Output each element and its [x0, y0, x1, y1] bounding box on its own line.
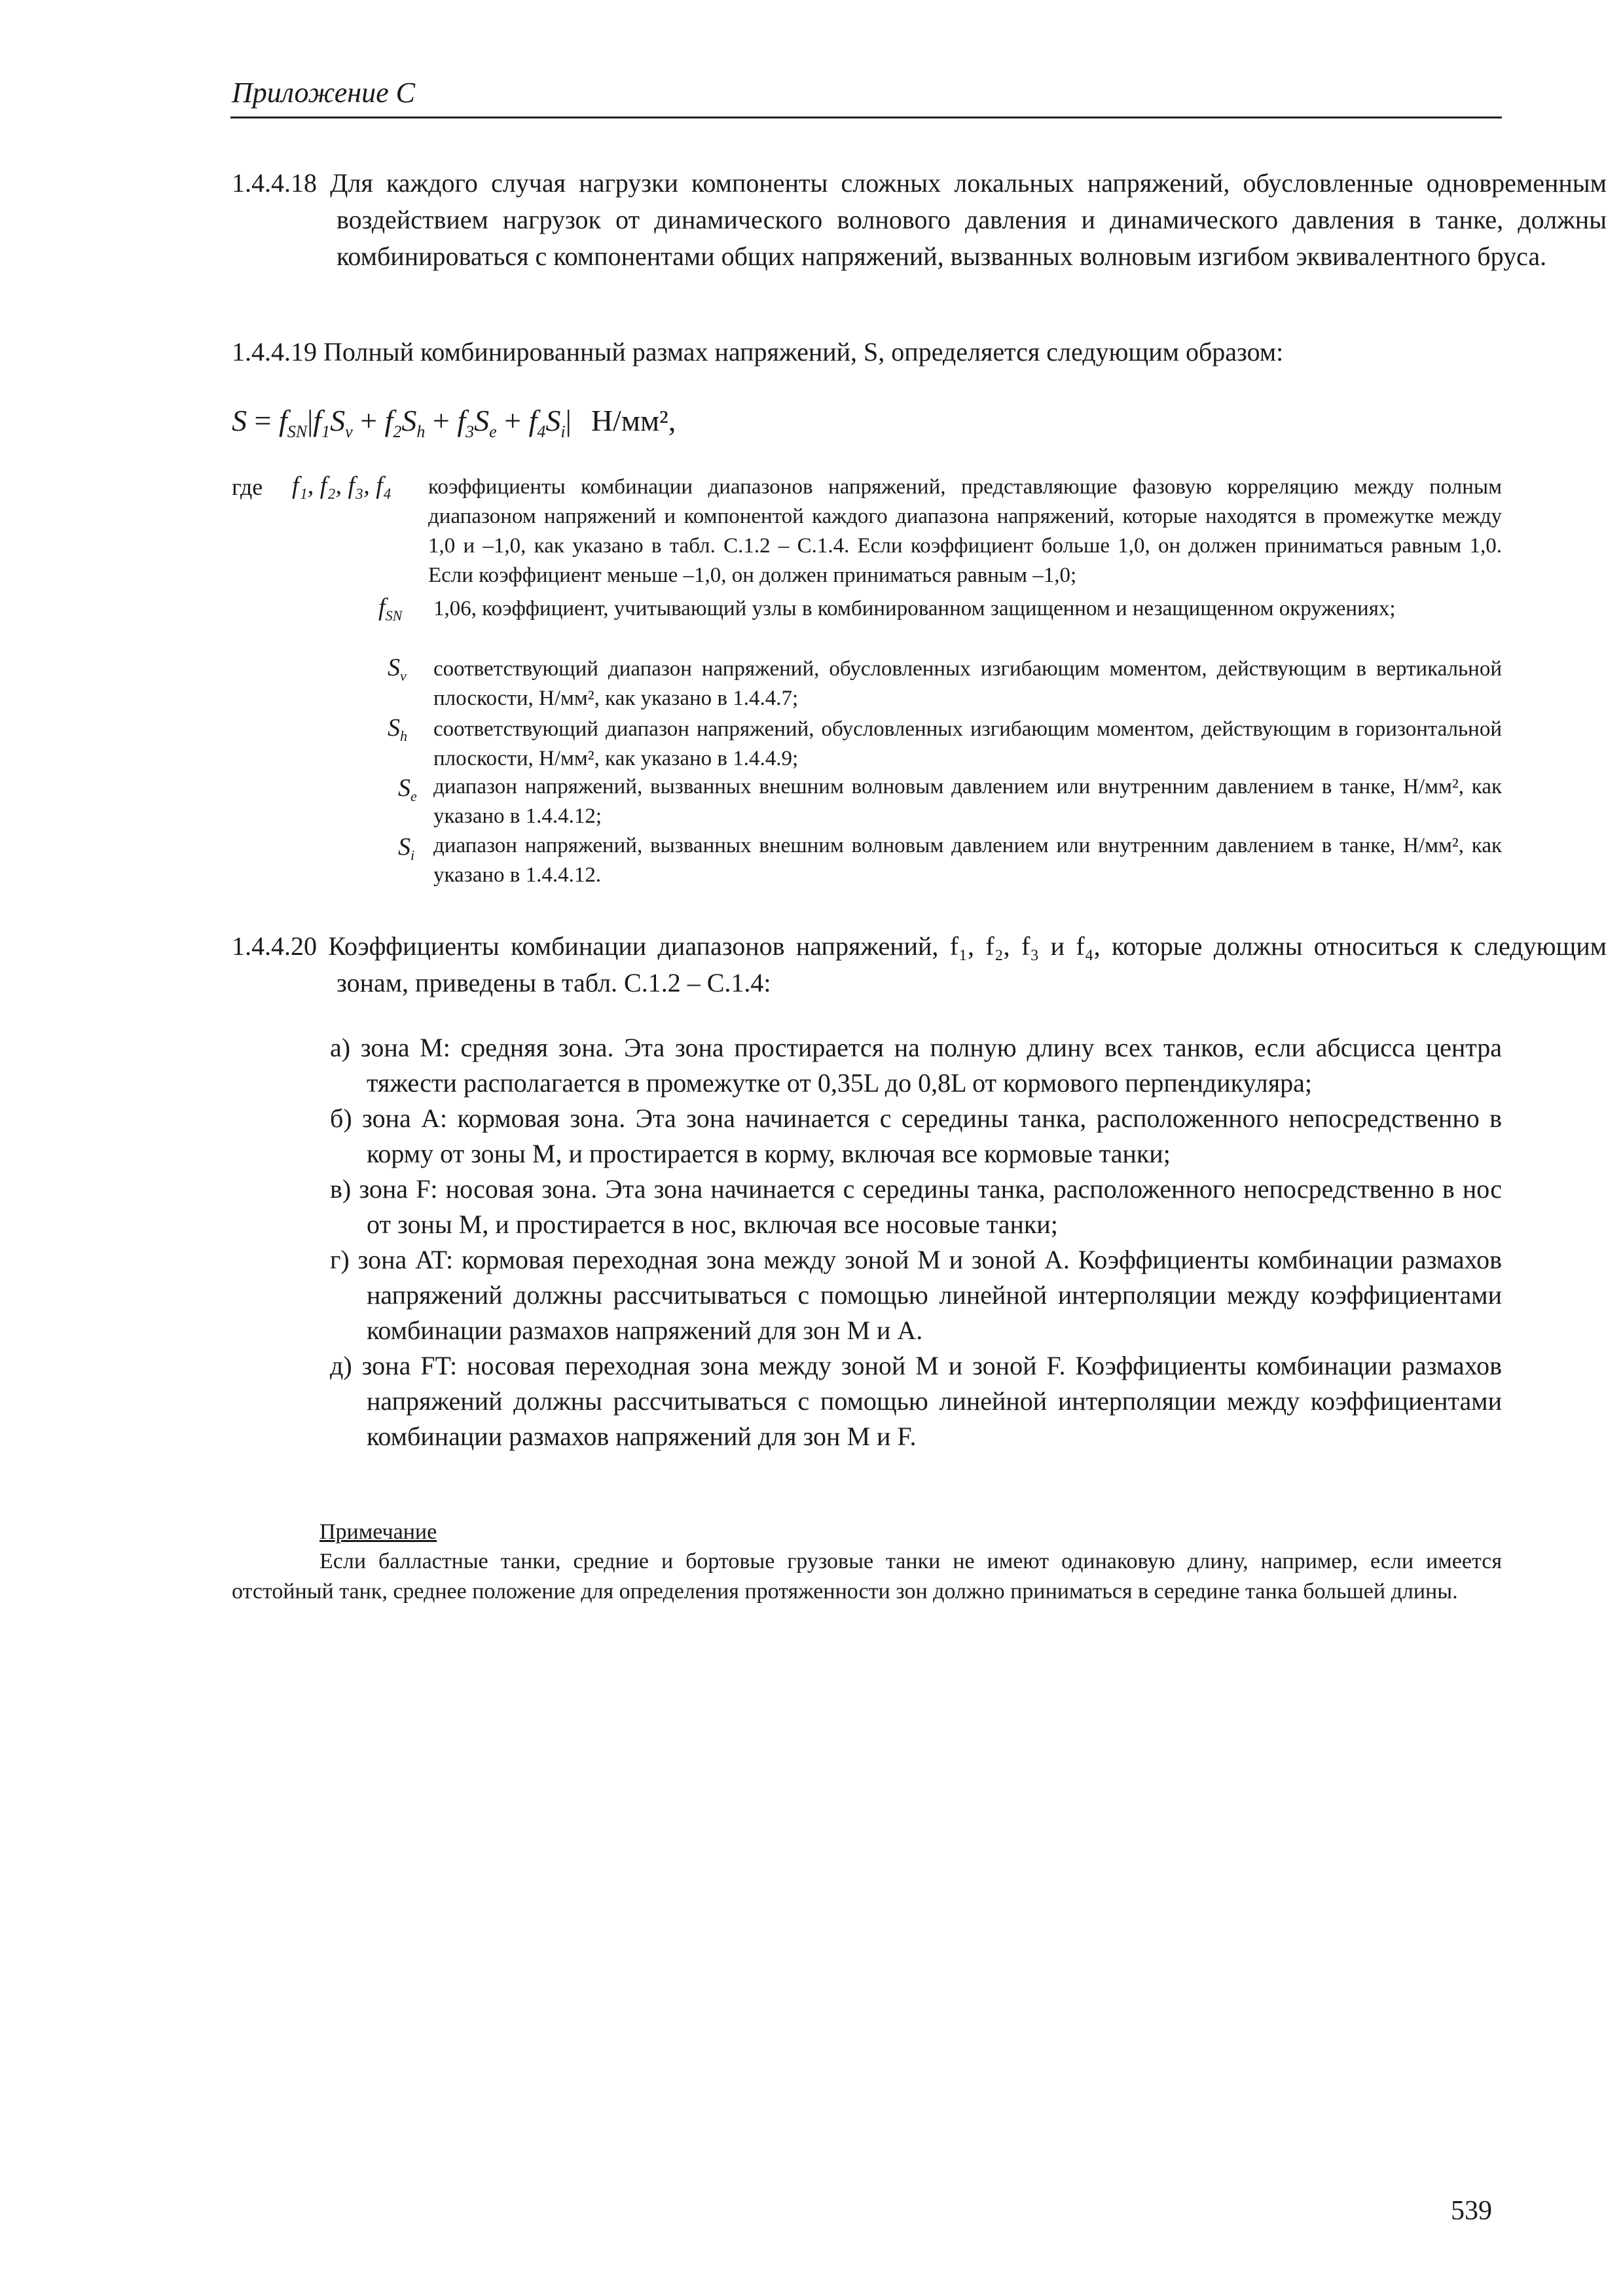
formula-s4-sub: i: [560, 422, 566, 441]
def-symbol-sv-base: S: [388, 654, 400, 681]
zone-list: [330, 1030, 1502, 1454]
formula-plus-1: +: [352, 404, 385, 437]
zone-item-a: б) зона А: кормовая зона. Эта зона начинается с середины танка, расположенного непосредственно в корму от зоны М, и простирается в корму, включая все кормовые танки;: [330, 1103, 1502, 1168]
running-header: Приложение С: [232, 77, 415, 109]
formula-f2: f: [384, 404, 393, 437]
def-symbol-sh: [388, 712, 407, 752]
formula-f2-sub: 2: [393, 422, 402, 441]
def-text-sv: соответствующий диапазон напряжений, обусловленных изгибающим моментом, действующим в вертикальной плоскости, Н/мм², как указано в 1.4.4.7;: [433, 657, 1502, 710]
formula-f4-sub: 4: [537, 422, 546, 441]
def-symbol-si: [398, 831, 414, 871]
def-text-fsn: 1,06, коэффициент, учитывающий узлы в комбинированном защищенном и незащищенном окружениях;: [433, 597, 1396, 620]
formula-plus-2: +: [425, 404, 458, 437]
where-label: где: [232, 474, 263, 500]
formula-bar-open: |: [307, 404, 314, 437]
formula-s3-sub: e: [489, 422, 497, 441]
formula-s: S: [232, 404, 247, 437]
formula-f4: f: [528, 404, 538, 437]
formula-s1: S: [330, 404, 346, 437]
def-text-se: диапазон напряжений, вызванных внешним волновым давлением или внутренним давлением в танке, Н/мм², как указано в 1.4.4.12;: [433, 775, 1502, 828]
def-text-sh: соответствующий диапазон напряжений, обусловленных изгибающим моментом, действующим в горизонтальной плоскости, Н/мм², как указано в 1.4.4.9;: [433, 717, 1502, 770]
def-text-si: диапазон напряжений, вызванных внешним волновым давлением или внутренним давлением в танке, Н/мм², как указано в 1.4.4.12.: [433, 834, 1502, 887]
def-symbol-si-sub: i: [410, 847, 415, 863]
zone-item-m: а) зона М: средняя зона. Эта зона простирается на полную длину всех танков, если абсцисса центра тяжести располагается в промежутке от 0,35L до 0,8L от кормового перпендикуляра;: [330, 1033, 1502, 1098]
paragraph-1-4-4-18: 1.4.4.18 Для каждого случая нагрузки компоненты сложных локальных напряжений, обусловленные одновременным воздействием нагрузок от динамического волнового давления и динамического давления в танке, должны комбинироваться с компонентами общих напряжений, вызванных волновым изгибом эквивалентного бруса.: [232, 168, 1607, 271]
def-symbol-si-base: S: [398, 833, 410, 861]
header-rule: [230, 117, 1502, 118]
def-symbol-se-base: S: [398, 774, 410, 802]
def-symbol-sh-base: S: [388, 714, 400, 742]
page-number: 539: [1451, 2196, 1492, 2226]
formula-s3: S: [474, 404, 490, 437]
formula-s2: S: [401, 404, 417, 437]
def-symbol-f1-f4: f₁, f₂, f₃, f₄: [292, 472, 392, 499]
formula-s1-sub: v: [345, 422, 353, 441]
paragraph-1-4-4-20: 1.4.4.20 Коэффициенты комбинации диапазонов напряжений, f₁, f₂, f₃ и f₄, которые должны относиться к следующим зонам, приведены в табл. С.1.2 – С.1.4:: [232, 931, 1607, 997]
formula-equals: =: [247, 404, 279, 437]
formula-f1-sub: 1: [321, 422, 331, 441]
formula-s4: S: [545, 404, 561, 437]
zone-item-f: в) зона F: носовая зона. Эта зона начинается с середины танка, расположенного непосредственно в нос от зоны М, и простирается в нос, включая все носовые танки;: [330, 1174, 1502, 1239]
def-symbol-sv-sub: v: [400, 668, 407, 684]
def-symbol-fsn: [378, 592, 402, 632]
def-symbol-fsn-base: f: [378, 594, 386, 621]
formula-bar-close: |: [565, 404, 572, 437]
def-symbol-se: [398, 772, 417, 812]
formula-unit: Н/мм²,: [591, 404, 676, 437]
note-text: Если балластные танки, средние и бортовые грузовые танки не имеют одинаковую длину, например, если имеется отстойный танк, среднее положение для определения протяженности зон должно приниматься в середине танка большей длины.: [232, 1549, 1502, 1604]
formula-fsn: f: [278, 404, 287, 437]
formula-plus-3: +: [496, 404, 529, 437]
def-symbol-sv: [388, 652, 407, 692]
zone-item-at: г) зона AT: кормовая переходная зона между зоной М и зоной А. Коэффициенты комбинации размахов напряжений должны рассчитываться с помощью линейной интерполяции между коэффициентами комбинации размахов напряжений для зон М и А.: [330, 1245, 1502, 1345]
paragraph-1-4-4-19: 1.4.4.19 Полный комбинированный размах напряжений, S, определяется следующим образом:: [232, 337, 1284, 367]
def-symbol-fsn-sub: SN: [385, 607, 403, 624]
def-symbol-sh-sub: h: [400, 728, 407, 744]
def-symbol-se-sub: e: [410, 788, 417, 804]
formula-s2-sub: h: [416, 422, 426, 441]
combined-stress-formula: [232, 401, 676, 452]
formula-f3: f: [457, 404, 466, 437]
formula-f1: f: [313, 404, 322, 437]
formula-f3-sub: 3: [465, 422, 475, 441]
def-text-f1-f4: коэффициенты комбинации диапазонов напряжений, представляющие фазовую корреляцию между полным диапазоном напряжений и компонентой каждого диапазона напряжений, которые находятся в промежутке между 1,0 и –1,0, как указано в табл. С.1.2 – С.1.4. Если коэффициент больше 1,0, он должен приниматься равным 1,0. Если коэффициент меньше –1,0, он должен приниматься равным –1,0;: [428, 475, 1502, 587]
zone-item-ft: д) зона FT: носовая переходная зона между зоной М и зоной F. Коэффициенты комбинации размахов напряжений должны рассчитываться с помощью линейной интерполяции между коэффициентами комбинации размахов напряжений для зон М и F.: [330, 1351, 1502, 1451]
note-title: Примечание: [319, 1520, 437, 1544]
formula-fsn-sub: SN: [287, 422, 308, 441]
